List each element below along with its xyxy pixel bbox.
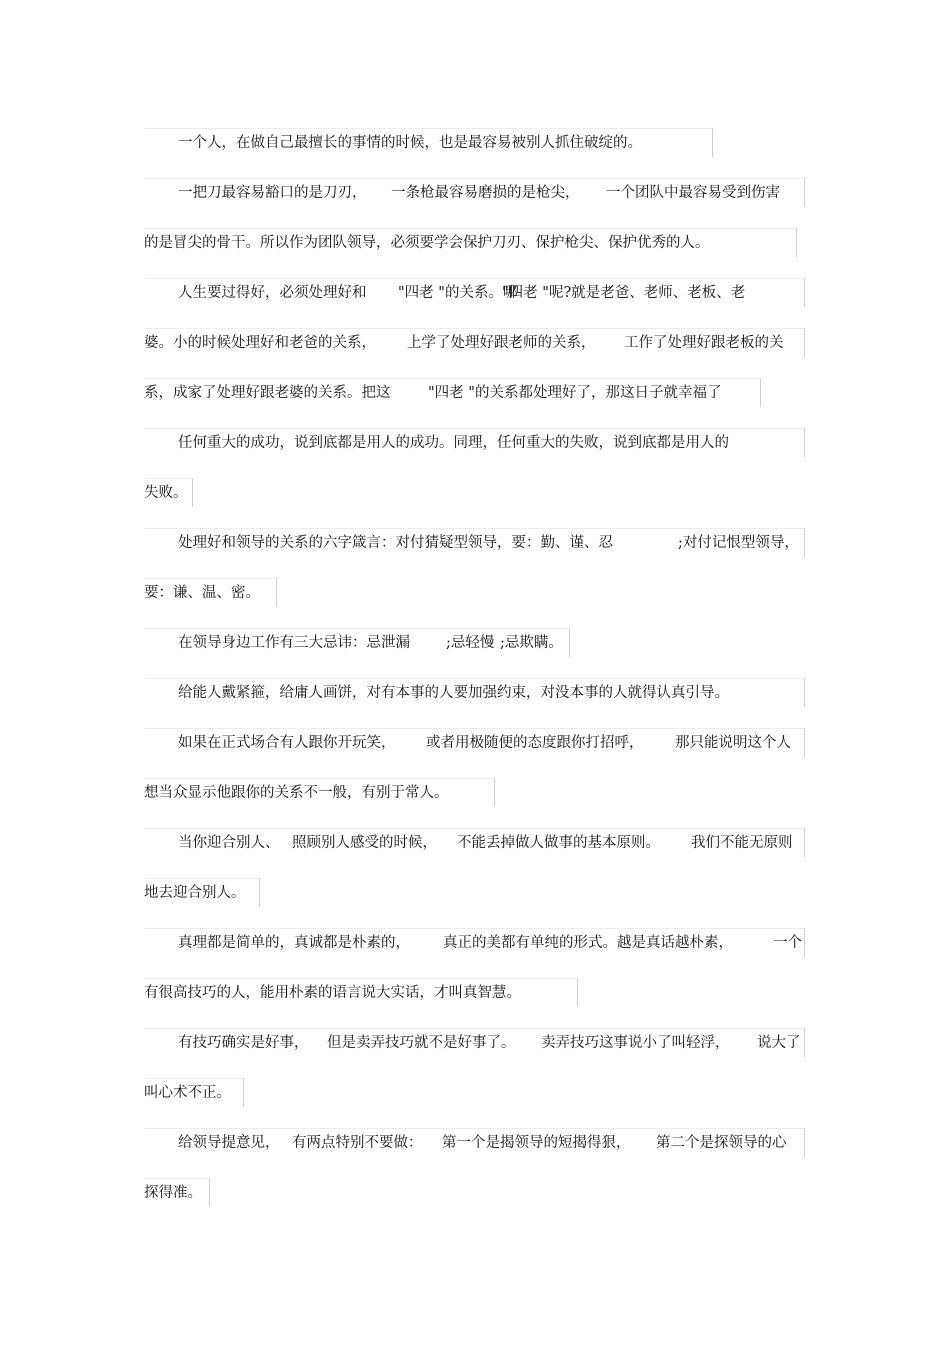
text-segment: 给领导提意见， bbox=[178, 1135, 280, 1151]
text-segment: 失败。 bbox=[144, 485, 188, 501]
text-segment: 一个人，在做自己最擅长的事情的时候，也是最容易被别人抓住破绽的。 bbox=[178, 135, 642, 151]
text-segment: 上学了处理好跟老师的关系， bbox=[407, 335, 596, 351]
text-segment: 地去迎合别人。 bbox=[144, 885, 246, 901]
text-segment: 想当众显示他跟你的关系不一般，有别于常人。 bbox=[144, 785, 449, 801]
text-segment: ;对付记恨型领导， bbox=[678, 535, 799, 551]
text-segment: 照顾别人感受的时候， bbox=[292, 835, 437, 851]
text-segment: 要：谦、温、密。 bbox=[144, 585, 260, 601]
text-segment: 给能人戴紧箍，给庸人画饼，对有本事的人要加强约束，对没本事的人就得认真引导。 bbox=[178, 685, 729, 701]
text-segment: 人生要过得好，必须处理好和 bbox=[178, 285, 367, 301]
text-segment: ;忌欺瞒。 bbox=[500, 635, 563, 651]
text-segment: "四老 "呢?就是老爸、老师、老板、老 bbox=[502, 285, 746, 301]
text-segment: 的是冒尖的骨干。所以作为团队领导，必须要学会保护刀刃、保护枪尖、保护优秀的人。 bbox=[144, 235, 710, 251]
text-segment: 工作了处理好跟老板的关 bbox=[624, 335, 784, 351]
text-segment: 任何重大的成功，说到底都是用人的成功。同理，任何重大的失败，说到底都是用人的 bbox=[178, 435, 729, 451]
text-segment: 一个团队中最容易受到伤害 bbox=[606, 185, 780, 201]
text-segment: 有技巧确实是好事， bbox=[178, 1035, 309, 1051]
text-segment: 但是卖弄技巧就不是好事了。 bbox=[327, 1035, 516, 1051]
text-segment: 我们不能无原则 bbox=[691, 835, 793, 851]
text-segment: 一个 bbox=[773, 935, 802, 951]
text-segment: 探得准。 bbox=[144, 1185, 202, 1201]
text-segment: 说大了 bbox=[757, 1035, 801, 1051]
text-segment: 当你迎合别人、 bbox=[178, 835, 280, 851]
text-segment: 卖弄技巧这事说小了叫轻浮， bbox=[541, 1035, 730, 1051]
text-segment: 有两点特别不要做： bbox=[292, 1135, 423, 1151]
text-segment: 或者用极随便的态度跟你打招呼， bbox=[426, 735, 644, 751]
text-segment: 有很高技巧的人，能用朴素的语言说大实话，才叫真智慧。 bbox=[144, 985, 521, 1001]
text-segment: 如果在正式场合有人跟你开玩笑， bbox=[178, 735, 396, 751]
text-segment: 第一个是揭领导的短揭得狠， bbox=[442, 1135, 631, 1151]
text-segment: 婆。小的时候处理好和老爸的关系， bbox=[144, 335, 376, 351]
text-segment: 叫心术不正。 bbox=[144, 1085, 231, 1101]
text-segment: 真理都是简单的，真诚都是朴素的， bbox=[178, 935, 410, 951]
text-segment: 一把刀最容易豁口的是刀刃， bbox=[178, 185, 367, 201]
text-segment: 第二个是探领导的心 bbox=[656, 1135, 787, 1151]
text-segment: 在领导身边工作有三大忌讳：忌泄漏 bbox=[178, 635, 410, 651]
text-segment: 那只能说明这个人 bbox=[675, 735, 791, 751]
text-segment: "四老 "的关系都处理好了，那这日子就幸福了 bbox=[428, 385, 722, 401]
text-segment: 系，成家了处理好跟老婆的关系。把这 bbox=[144, 385, 391, 401]
text-segment: 不能丢掉做人做事的基本原则。 bbox=[457, 835, 660, 851]
text-segment: ;忌轻慢 bbox=[446, 635, 495, 651]
text-segment: 处理好和领导的关系的六字箴言：对付猜疑型领导，要：勤、谨、忍 bbox=[178, 535, 613, 551]
text-segment: 真正的美都有单纯的形式。越是真话越朴素， bbox=[443, 935, 733, 951]
text-segment: 一条枪最容易磨损的是枪尖， bbox=[391, 185, 580, 201]
text-segment: "四老 "的关系。哪 bbox=[398, 285, 518, 301]
